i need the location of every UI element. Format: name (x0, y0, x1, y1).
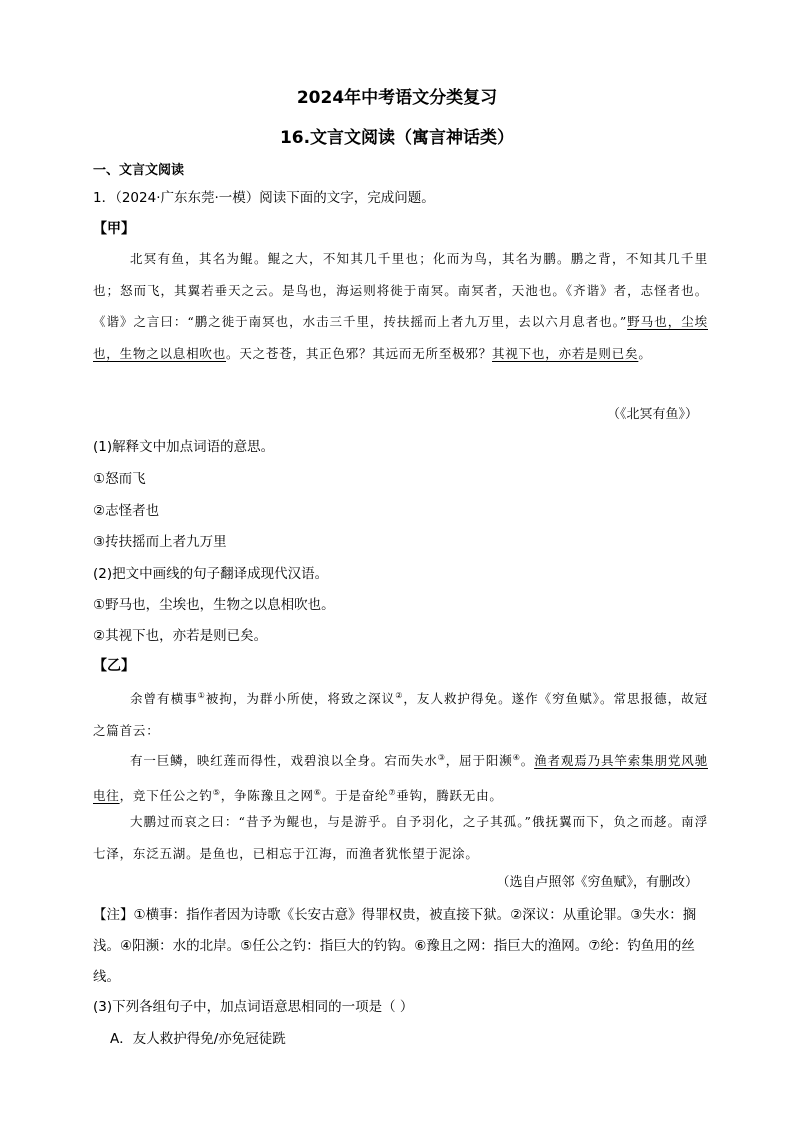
yi-text-part: ，争陈豫且之网 (220, 787, 314, 803)
passage-yi-intro (93, 680, 708, 746)
question-1: (1)解释文中加点词语的意思。 (93, 439, 275, 455)
question-3: (3)下列各组句子中，加点词语意思相同的一项是（ ） (93, 999, 414, 1015)
passage-jia-source: （《北冥有鱼》） (606, 407, 698, 422)
yi-text-part: ，竞下任公之钓 (119, 787, 213, 803)
question-1-item-b: ②志怪者也 (93, 503, 160, 519)
passage-jia-text (93, 243, 708, 369)
jia-underlined-sentence-2: 其视下也，亦若是则已矣 (492, 345, 639, 361)
passage-yi-source: （选自卢照邻《穷鱼赋》，有删改） (496, 875, 698, 890)
passage-jia-label: 【甲】 (93, 221, 135, 237)
jia-text-part: 。 (638, 345, 652, 361)
footnote-marker: ① (197, 691, 206, 700)
footnote-marker: ③ (437, 753, 446, 762)
question-1-item-a: ①怒而飞 (93, 471, 146, 487)
jia-underlined-sentence-1: 野马也，尘埃也，生物之以息相吹也 (93, 314, 708, 361)
passage-yi-body (93, 742, 708, 811)
footnote-marker: ⑦ (388, 787, 397, 797)
passage-yi-label: 【乙】 (93, 658, 135, 674)
question-2: (2)把文中画线的句子翻译成现代汉语。 (93, 566, 329, 582)
question-2-item-a: ①野马也，尘埃也，生物之以息相吹也。 (93, 597, 335, 613)
yi-text-part: ，屈于阳濒 (445, 753, 513, 769)
footnote-marker: ⑤ (212, 787, 221, 797)
footnote-marker: ⑥ (313, 787, 322, 797)
yi-text-part: 垂钩，腾跃无由。 (396, 787, 503, 803)
question-2-item-b: ②其视下也，亦若是则已矣。 (93, 628, 268, 644)
footnotes: 【注】①横事：指作者因为诗歌《长安古意》得罪权贵，被直接下狱。②深议：从重论罪。③失水：搁浅。④阳濒：水的北岸。⑤任公之钓：指巨大的钓钩。⑥豫且之网：指巨大的渔网。⑦纶：钓鱼用的丝线。 (93, 907, 697, 985)
question-intro: 1．（2024·广东东莞·一模）阅读下面的文字，完成问题。 (93, 190, 435, 206)
question-1-item-c: ③抟扶摇而上者九万里 (93, 534, 227, 550)
footnote-marker: ② (395, 691, 404, 700)
yi-text-part: 。于是奋纶 (321, 787, 389, 803)
yi-text-part: 。 (520, 753, 535, 769)
passage-yi-ending: 大鹏过而哀之曰：“昔予为鲲也，与是游乎。自予羽化，之子其孤。”俄抚翼而下，负之而趍。南浮七泽，东泛五湖。是鱼也，已相忘于江海，而渔者犹怅望于泥涂。 (93, 814, 708, 861)
page-subtitle: 16.文言文阅读（寓言神话类） (279, 128, 515, 148)
yi-text-part: ，友人救护得免。遂作《穷鱼赋》。常思报德，故冠之篇首云： (93, 691, 708, 738)
page-title: 2024年中考语文分类复习 (296, 88, 498, 108)
jia-text-part: 北冥有鱼，其名为鲲。鲲之大，不知其几千里也；化而为鸟，其名为鹏。鹏之背，不知其几千里也；怒而飞，其翼若垂天之云。是鸟也，海运则将徙于南冥。南冥者，天池也。《齐谐》者，志怪者也。《谐》之言曰：“鹏之徙于南冥也，水击三千里，抟扶摇而上者九万里，去以六月息者也。” (93, 251, 708, 329)
yi-text-part: 有一巨鳞，映红莲而得性，戏碧浪以全身。宕而失水 (130, 753, 438, 769)
question-3-option-a: A．友人救护得免/亦免冠徒跣 (110, 1031, 286, 1047)
jia-text-part: 。天之苍苍，其正色邪？其远而无所至极邪？ (226, 345, 493, 361)
yi-text-part: 被拘，为群小所使，将致之深议 (205, 691, 396, 707)
yi-underlined-sentence: 渔者观焉乃具竿索集朋党风驰电往 (93, 753, 708, 803)
section-heading: 一、文言文阅读 (93, 163, 185, 178)
footnote-marker: ④ (512, 753, 521, 762)
yi-text-part: 余曾有横事 (130, 691, 198, 707)
